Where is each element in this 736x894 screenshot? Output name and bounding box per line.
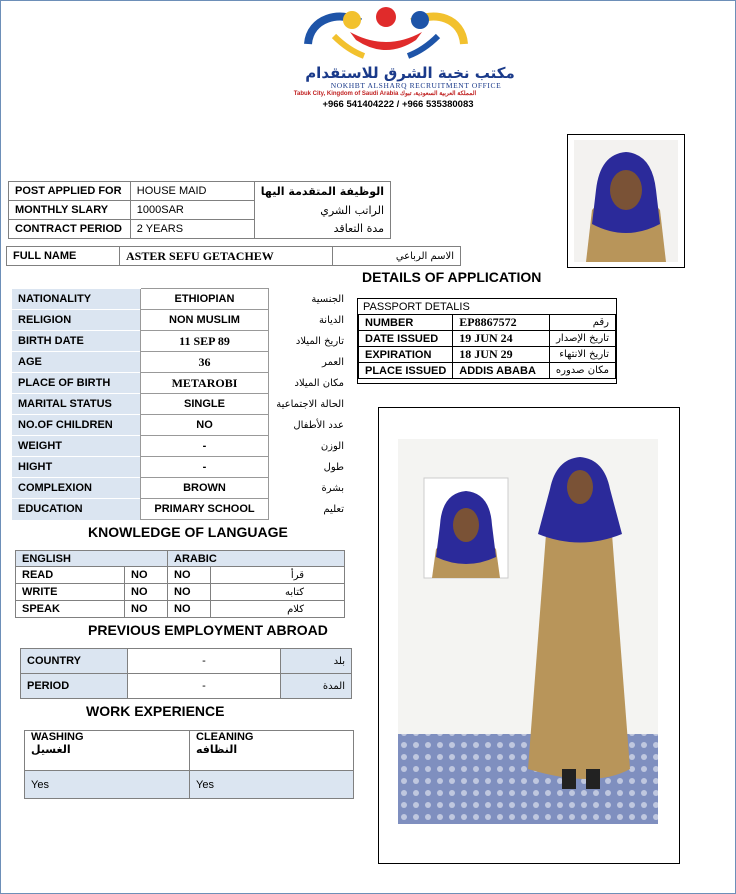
- passport-title: PASSPORT DETALIS: [363, 301, 470, 313]
- employment-label-ar: المدة: [281, 674, 352, 699]
- employment-label: COUNTRY: [21, 649, 128, 674]
- language-row: [16, 584, 345, 601]
- contract-period-ar: مدة التعاقد: [333, 222, 384, 236]
- personal-value: NON MUSLIM: [141, 310, 269, 331]
- personal-label-ar: عدد الأطفال: [293, 419, 344, 431]
- personal-row: [12, 499, 350, 520]
- personal-label-ar: الديانة: [318, 314, 344, 326]
- personal-value: SINGLE: [141, 394, 269, 415]
- details-title: DETAILS OF APPLICATION: [362, 269, 542, 285]
- personal-row: [12, 373, 350, 394]
- passport-value: EP8867572: [453, 315, 550, 331]
- lang-col-english: ENGLISH: [16, 551, 168, 567]
- personal-value: METAROBI: [141, 373, 269, 394]
- personal-row: [12, 478, 350, 499]
- office-arabic-name: مكتب نخبة الشرق للاستقدام: [305, 64, 515, 82]
- personal-row: [12, 394, 350, 415]
- personal-label-ar: العمر: [322, 356, 344, 368]
- personal-label-ar: مكان الميلاد: [294, 377, 344, 389]
- language-english-value: NO: [125, 584, 168, 601]
- employment-row: [21, 649, 352, 674]
- language-skill-ar: قرأ: [211, 567, 345, 584]
- language-skill-ar: كلام: [211, 601, 345, 618]
- personal-row: [12, 415, 350, 436]
- washing-value: Yes: [25, 771, 190, 799]
- passport-label: PLACE ISSUED: [359, 363, 453, 379]
- personal-value: 11 SEP 89: [141, 331, 269, 352]
- office-logo-figures-icon: [230, 4, 550, 66]
- passport-label-ar: رقم: [549, 315, 615, 331]
- passport-row: [359, 315, 616, 331]
- passport-label-ar: تاريخ الإصدار: [549, 331, 615, 347]
- employment-row: [21, 674, 352, 699]
- language-skill-label: SPEAK: [16, 601, 125, 618]
- employment-title: PREVIOUS EMPLOYMENT ABROAD: [88, 622, 328, 638]
- personal-label-ar: تاريخ الميلاد: [295, 335, 344, 347]
- office-address: Tabuk City, Kingdom of Saudi Arabia المملكة العربية السعودية، تبوك: [293, 91, 477, 97]
- employment-table: [20, 648, 352, 699]
- full-name-ar: الاسم الرباعي: [395, 250, 454, 262]
- personal-label-ar: الحالة الاجتماعية: [276, 398, 344, 410]
- employment-value: -: [128, 674, 281, 699]
- office-english-name: NOKHBT ALSHARQ RECRUITMENT OFFICE: [330, 81, 502, 90]
- portrait-photo: [574, 140, 678, 262]
- personal-label: PLACE OF BIRTH: [12, 373, 141, 394]
- language-skill-label: READ: [16, 567, 125, 584]
- personal-value: -: [141, 457, 269, 478]
- employment-label-ar: بلد: [281, 649, 352, 674]
- personal-label-ar: طول: [323, 461, 344, 473]
- personal-row: [12, 310, 350, 331]
- personal-value: NO: [141, 415, 269, 436]
- passport-table: [358, 314, 616, 379]
- cleaning-header: [190, 731, 354, 771]
- full-name-value: ASTER SEFU GETACHEW: [120, 247, 333, 266]
- passport-section: [357, 298, 617, 384]
- personal-row: [12, 289, 350, 310]
- passport-row: [359, 363, 616, 379]
- language-skill-label: WRITE: [16, 584, 125, 601]
- washing-header: [25, 731, 190, 771]
- personal-value: -: [141, 436, 269, 457]
- monthly-salary-ar: الراتب الشري: [320, 203, 384, 217]
- passport-row: [359, 347, 616, 363]
- office-header: [230, 4, 550, 108]
- personal-value: ETHIOPIAN: [141, 289, 269, 310]
- full-body-photo-frame: [378, 407, 680, 864]
- full-body-photo: [398, 439, 658, 824]
- personal-row: [12, 457, 350, 478]
- cleaning-value: Yes: [190, 771, 354, 799]
- personal-label-ar: الوزن: [320, 440, 344, 452]
- language-table: [15, 550, 345, 618]
- monthly-salary-label: MONTHLY SLARY: [9, 201, 131, 220]
- language-arabic-value: NO: [168, 567, 211, 584]
- employment-label: PERIOD: [21, 674, 128, 699]
- full-name-table: [6, 246, 461, 266]
- monthly-salary-value: 1000SAR: [130, 201, 254, 220]
- personal-label: NATIONALITY: [12, 289, 141, 310]
- portrait-photo-frame: [567, 134, 685, 268]
- personal-label: NO.OF CHILDREN: [12, 415, 141, 436]
- language-row: [16, 567, 345, 584]
- washing-label-ar: الغسيل: [31, 743, 71, 756]
- office-phones: +966 541404222 / +966 535380083: [322, 99, 474, 110]
- personal-row: [12, 436, 350, 457]
- personal-row: [12, 331, 350, 352]
- contract-period-value: 2 YEARS: [130, 220, 254, 239]
- passport-value: 18 JUN 29: [453, 347, 550, 363]
- contract-period-label: CONTRACT PERIOD: [9, 220, 131, 239]
- personal-value: BROWN: [141, 478, 269, 499]
- employment-value: -: [128, 649, 281, 674]
- passport-label: NUMBER: [359, 315, 453, 331]
- personal-label: MARITAL STATUS: [12, 394, 141, 415]
- language-row: [16, 601, 345, 618]
- full-name-label: FULL NAME: [7, 247, 120, 266]
- lang-col-arabic: ARABIC: [168, 551, 345, 567]
- personal-label-ar: تعليم: [323, 503, 344, 515]
- personal-label: WEIGHT: [12, 436, 141, 457]
- passport-value: 19 JUN 24: [453, 331, 550, 347]
- passport-label-ar: مكان صدوره: [549, 363, 615, 379]
- personal-details-table: [12, 288, 350, 520]
- language-english-value: NO: [125, 601, 168, 618]
- experience-table: [24, 730, 354, 799]
- cleaning-label-ar: النظافه: [196, 743, 238, 756]
- personal-label: COMPLEXION: [12, 478, 141, 499]
- personal-label-ar: بشرة: [321, 482, 344, 494]
- language-arabic-value: NO: [168, 584, 211, 601]
- personal-row: [12, 352, 350, 373]
- personal-value: PRIMARY SCHOOL: [141, 499, 269, 520]
- personal-label: EDUCATION: [12, 499, 141, 520]
- language-english-value: NO: [125, 567, 168, 584]
- cleaning-label: CLEANING: [196, 731, 254, 743]
- personal-value: 36: [141, 352, 269, 373]
- personal-label: RELIGION: [12, 310, 141, 331]
- post-applied-label: POST APPLIED FOR: [9, 182, 131, 201]
- post-applied-value: HOUSE MAID: [130, 182, 254, 201]
- washing-label: WASHING: [31, 731, 84, 743]
- language-skill-ar: كتابه: [211, 584, 345, 601]
- language-title: KNOWLEDGE OF LANGUAGE: [88, 524, 288, 540]
- passport-label-ar: تاريخ الانتهاء: [549, 347, 615, 363]
- passport-row: [359, 331, 616, 347]
- experience-title: WORK EXPERIENCE: [86, 703, 225, 719]
- personal-label: BIRTH DATE: [12, 331, 141, 352]
- personal-label: AGE: [12, 352, 141, 373]
- personal-label-ar: الجنسية: [311, 293, 344, 305]
- post-applied-ar: الوظيفة المتقدمة اليها: [260, 184, 384, 198]
- personal-label: HIGHT: [12, 457, 141, 478]
- passport-label: EXPIRATION: [359, 347, 453, 363]
- passport-label: DATE ISSUED: [359, 331, 453, 347]
- passport-value: ADDIS ABABA: [453, 363, 550, 379]
- language-arabic-value: NO: [168, 601, 211, 618]
- position-table: [8, 181, 391, 239]
